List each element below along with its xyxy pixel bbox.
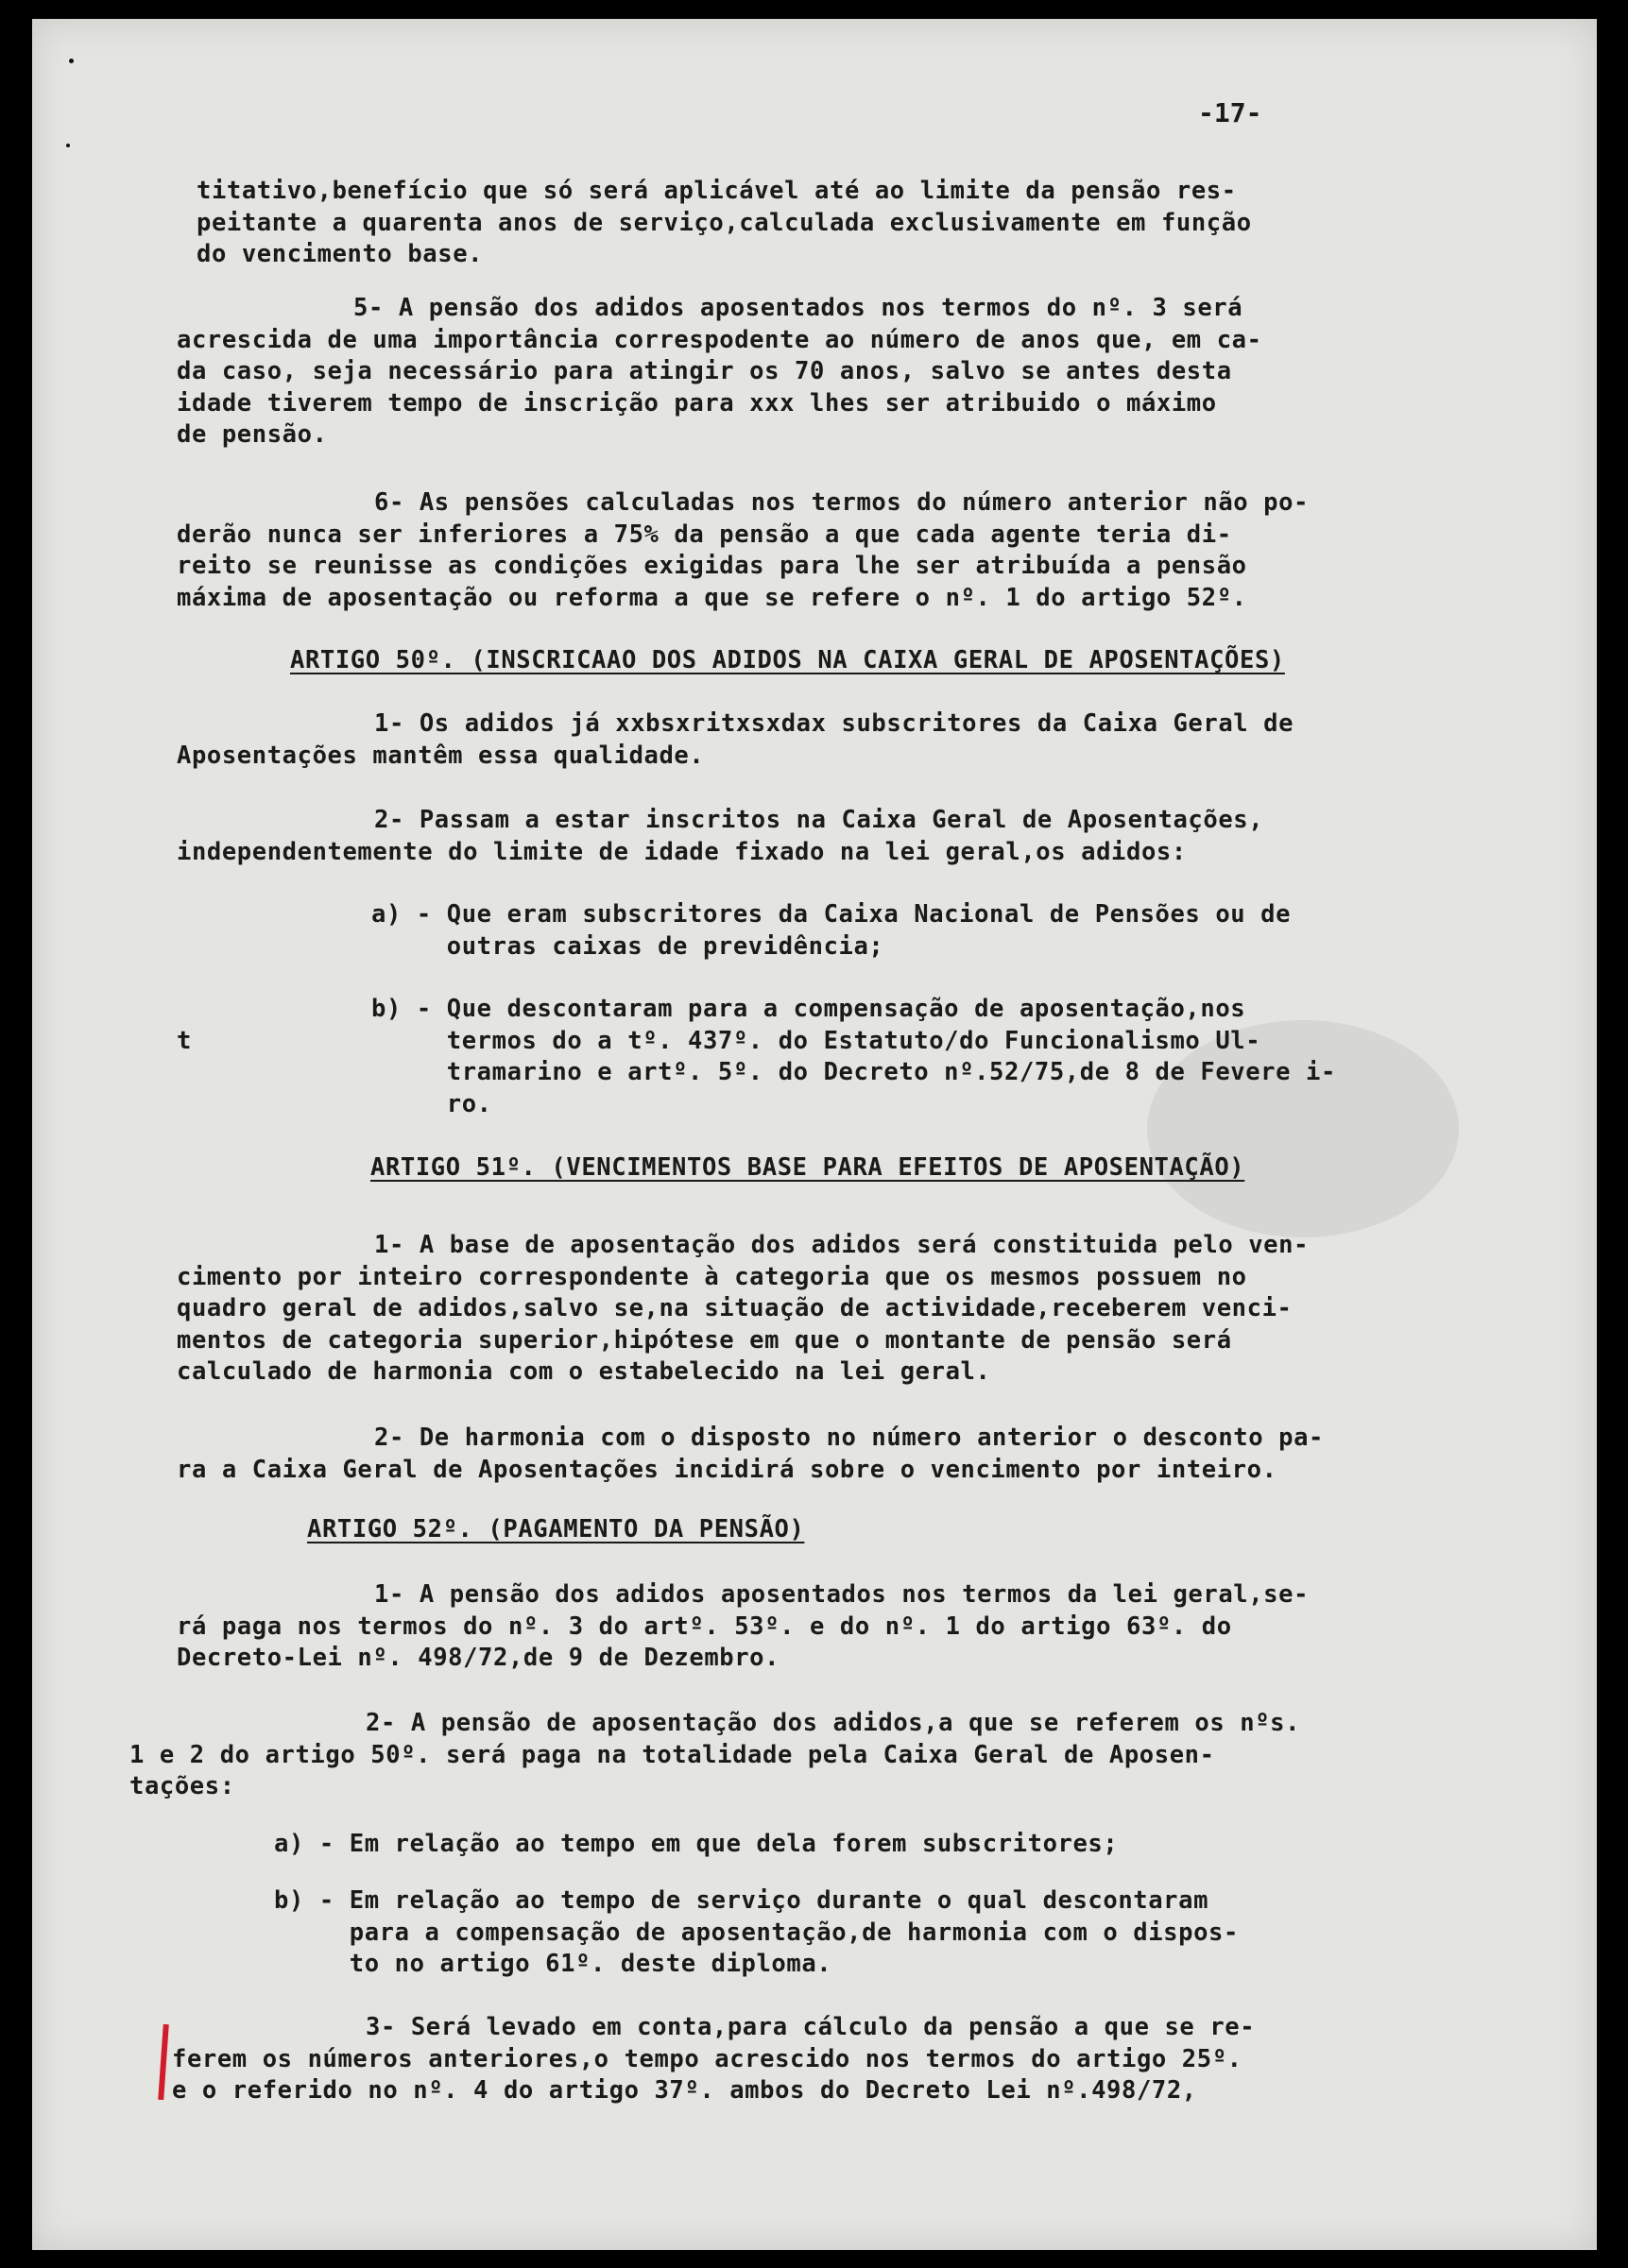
- text-line: 2- De harmonia com o disposto no número anterior o desconto pa-: [374, 1424, 1324, 1452]
- paragraph-continuation: [197, 176, 1252, 271]
- text-line: 2- Passam a estar inscritos na Caixa Geral de Aposentações,: [374, 806, 1264, 834]
- article-50-item-b: [371, 994, 1336, 1120]
- text-line: do vencimento base.: [197, 240, 484, 268]
- article-50-heading: ARTIGO 50º. (INSCRICAAO DOS ADIDOS NA CAIXA GERAL DE APOSENTAÇÕES): [290, 646, 1285, 674]
- paragraph-6: [177, 487, 1309, 614]
- article-52-item-b: [274, 1885, 1239, 1981]
- text-line: acrescida de uma importância correspodente ao número de anos que, em ca-: [177, 325, 1262, 354]
- text-line: b) - Que descontaram para a compensação de aposentação,nos: [371, 995, 1246, 1023]
- text-line: peitante a quarenta anos de serviço,calculada exclusivamente em função: [197, 208, 1252, 237]
- text-line: 5- A pensão dos adidos aposentados nos termos do nº. 3 será: [353, 294, 1243, 322]
- text-line: para a compensação de aposentação,de harmonia com o dispos-: [274, 1918, 1239, 1947]
- text-line: cimento por inteiro correspondente à categoria que os mesmos possuem no: [177, 1262, 1247, 1291]
- margin-mark: [69, 59, 74, 63]
- text-line: 1 e 2 do artigo 50º. será paga na totalidade pela Caixa Geral de Aposen-: [129, 1740, 1215, 1769]
- page-number: -17-: [1198, 97, 1262, 128]
- text-line: 1- A pensão dos adidos aposentados nos termos da lei geral,se-: [374, 1580, 1310, 1609]
- text-line: titativo,benefício que só será aplicável até ao limite da pensão res-: [197, 177, 1237, 205]
- text-line: ro.: [371, 1089, 492, 1118]
- text-line: reito se reunisse as condições exigidas para lhe ser atribuída a pensão: [177, 552, 1247, 580]
- text-line: a) - Em relação ao tempo em que dela forem subscritores;: [274, 1830, 1119, 1858]
- article-52-item-a: [274, 1829, 1118, 1861]
- article-51-heading: ARTIGO 51º. (VENCIMENTOS BASE PARA EFEITOS DE APOSENTAÇÃO): [370, 1153, 1245, 1182]
- article-50-item-a: [371, 899, 1291, 963]
- article-51-paragraph-2: [177, 1423, 1324, 1486]
- text-line: 1- Os adidos já xxbsxritxsxdax subscritores da Caixa Geral de: [374, 709, 1294, 738]
- text-line: a) - Que eram subscritores da Caixa Nacional de Pensões ou de: [371, 900, 1292, 929]
- text-line: e o referido no nº. 4 do artigo 37º. ambos do Decreto Lei nº.498/72,: [172, 2076, 1197, 2105]
- text-line: b) - Em relação ao tempo de serviço durante o qual descontaram: [274, 1886, 1209, 1915]
- margin-letter: t: [177, 1027, 192, 1055]
- margin-mark: [66, 144, 70, 147]
- text-line: independentemente do limite de idade fixado na lei geral,os adidos:: [177, 837, 1187, 866]
- text-line: to no artigo 61º. deste diploma.: [274, 1950, 832, 1978]
- text-line: máxima de aposentação ou reforma a que se refere o nº. 1 do artigo 52º.: [177, 583, 1247, 612]
- text-line: 1- A base de aposentação dos adidos será constituida pelo ven-: [374, 1231, 1310, 1259]
- text-line: ferem os números anteriores,o tempo acrescido nos termos do artigo 25º.: [172, 2044, 1242, 2073]
- text-line: tações:: [129, 1772, 235, 1800]
- text-line: 2- A pensão de aposentação dos adidos,a que se referem os nºs.: [366, 1709, 1301, 1737]
- article-52-paragraph-3: [172, 2012, 1255, 2107]
- article-52-paragraph-2: [129, 1708, 1300, 1803]
- text-line: idade tiverem tempo de inscrição para xxx lhes ser atribuido o máximo: [177, 388, 1217, 418]
- text-line: outras caixas de previdência;: [371, 931, 884, 961]
- article-52-heading: ARTIGO 52º. (PAGAMENTO DA PENSÃO): [307, 1515, 805, 1543]
- article-51-paragraph-1: [177, 1230, 1309, 1389]
- text-line: quadro geral de adidos,salvo se,na situação de actividade,receberem venci-: [177, 1294, 1293, 1322]
- text-line: calculado de harmonia com o estabelecido na lei geral.: [177, 1357, 991, 1386]
- text-line: 6- As pensões calculadas nos termos do número anterior não po-: [374, 488, 1310, 517]
- article-52-paragraph-1: [177, 1579, 1309, 1675]
- paragraph-5: [177, 293, 1262, 452]
- text-line: Decreto-Lei nº. 498/72,de 9 de Dezembro.: [177, 1644, 780, 1672]
- text-line: ra a Caixa Geral de Aposentações incidirá sobre o vencimento por inteiro.: [177, 1455, 1277, 1484]
- text-line: de pensão.: [177, 420, 328, 449]
- text-line: termos do a tº. 437º. do Estatuto/do Funcionalismo Ul-: [371, 1026, 1261, 1055]
- text-line: 3- Será levado em conta,para cálculo da pensão a que se re-: [366, 2013, 1256, 2041]
- text-line: Aposentações mantêm essa qualidade.: [177, 741, 705, 770]
- text-line: rá paga nos termos do nº. 3 do artº. 53º. e do nº. 1 do artigo 63º. do: [177, 1611, 1232, 1641]
- text-line: tramarino e artº. 5º. do Decreto nº.52/75,de 8 de Fevere i-: [371, 1058, 1336, 1086]
- article-50-paragraph-2: [177, 805, 1263, 868]
- text-line: derão nunca ser inferiores a 75% da pensão a que cada agente teria di-: [177, 520, 1232, 549]
- text-line: mentos de categoria superior,hipótese em que o montante de pensão será: [177, 1325, 1232, 1355]
- text-line: da caso, seja necessário para atingir os 70 anos, salvo se antes desta: [177, 357, 1232, 385]
- article-50-paragraph-1: [177, 708, 1294, 772]
